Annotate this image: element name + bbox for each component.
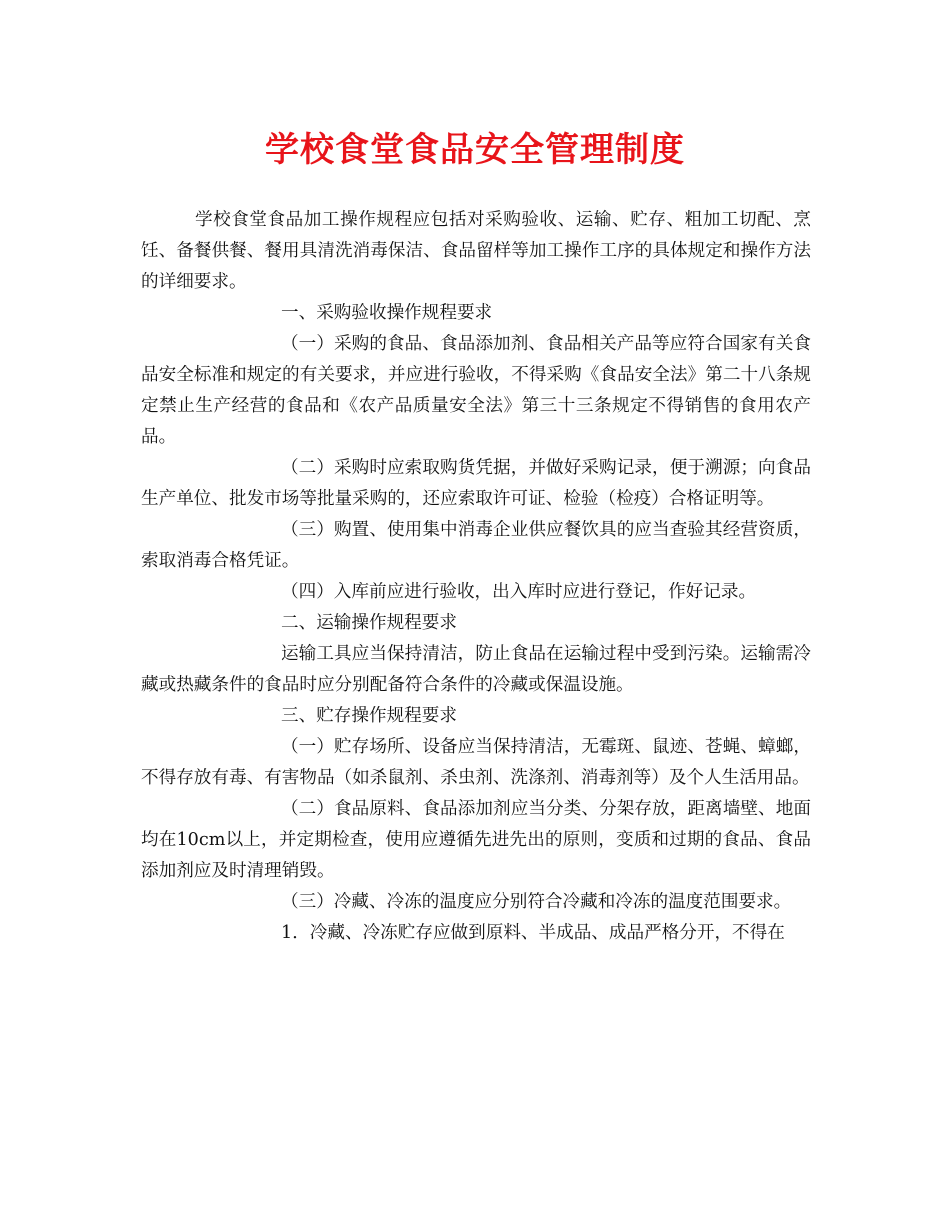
storage-item-3: （三）冷藏、冷冻的温度应分别符合冷藏和冷冻的温度范围要求。 — [281, 892, 792, 912]
document-body — [141, 205, 811, 949]
section-heading-transport: 二、运输操作规程要求 — [281, 613, 457, 633]
section-heading-storage: 三、贮存操作规程要求 — [281, 706, 457, 726]
procurement-item-2: （二）采购时应索取购货凭据，并做好采购记录，便于溯源；向食品生产单位、批发市场等批量采购的，还应索取许可证、检验（检疫）合格证明等。 — [141, 458, 811, 509]
document-title: 学校食堂食品安全管理制度 — [265, 130, 685, 170]
procurement-item-4: （四）入库前应进行验收，出入库时应进行登记，作好记录。 — [281, 582, 757, 602]
section-heading-procurement: 一、采购验收操作规程要求 — [281, 303, 493, 323]
procurement-item-3: （三）购置、使用集中消毒企业供应餐饮具的应当查验其经营资质，索取消毒合格凭证。 — [141, 520, 811, 571]
storage-item-1: （一）贮存场所、设备应当保持清洁，无霉斑、鼠迹、苍蝇、蟑螂，不得存放有毒、有害物品（如杀鼠剂、杀虫剂、洗涤剂、消毒剂等）及个人生活用品。 — [141, 737, 811, 788]
transport-paragraph: 运输工具应当保持清洁，防止食品在运输过程中受到污染。运输需冷藏或热藏条件的食品时应分别配备符合条件的冷藏或保温设施。 — [141, 644, 811, 695]
storage-subitem-1: 1．冷藏、冷冻贮存应做到原料、半成品、成品严格分开，不得在 — [281, 923, 785, 943]
procurement-item-1: （一）采购的食品、食品添加剂、食品相关产品等应符合国家有关食品安全标准和规定的有关要求，并应进行验收，不得采购《食品安全法》第二十八条规定禁止生产经营的食品和《农产品质量安全法》第三十三条规定不得销售的食用农产品。 — [141, 334, 811, 447]
storage-item-2: （二）食品原料、食品添加剂应当分类、分架存放，距离墙壁、地面均在10cm以上，并定期检查，使用应遵循先进先出的原则，变质和过期的食品、食品添加剂应及时清理销毁。 — [141, 799, 811, 881]
intro-paragraph: 学校食堂食品加工操作规程应包括对采购验收、运输、贮存、粗加工切配、烹饪、备餐供餐、餐用具清洗消毒保洁、食品留样等加工操作工序的具体规定和操作方法的详细要求。 — [141, 210, 811, 292]
